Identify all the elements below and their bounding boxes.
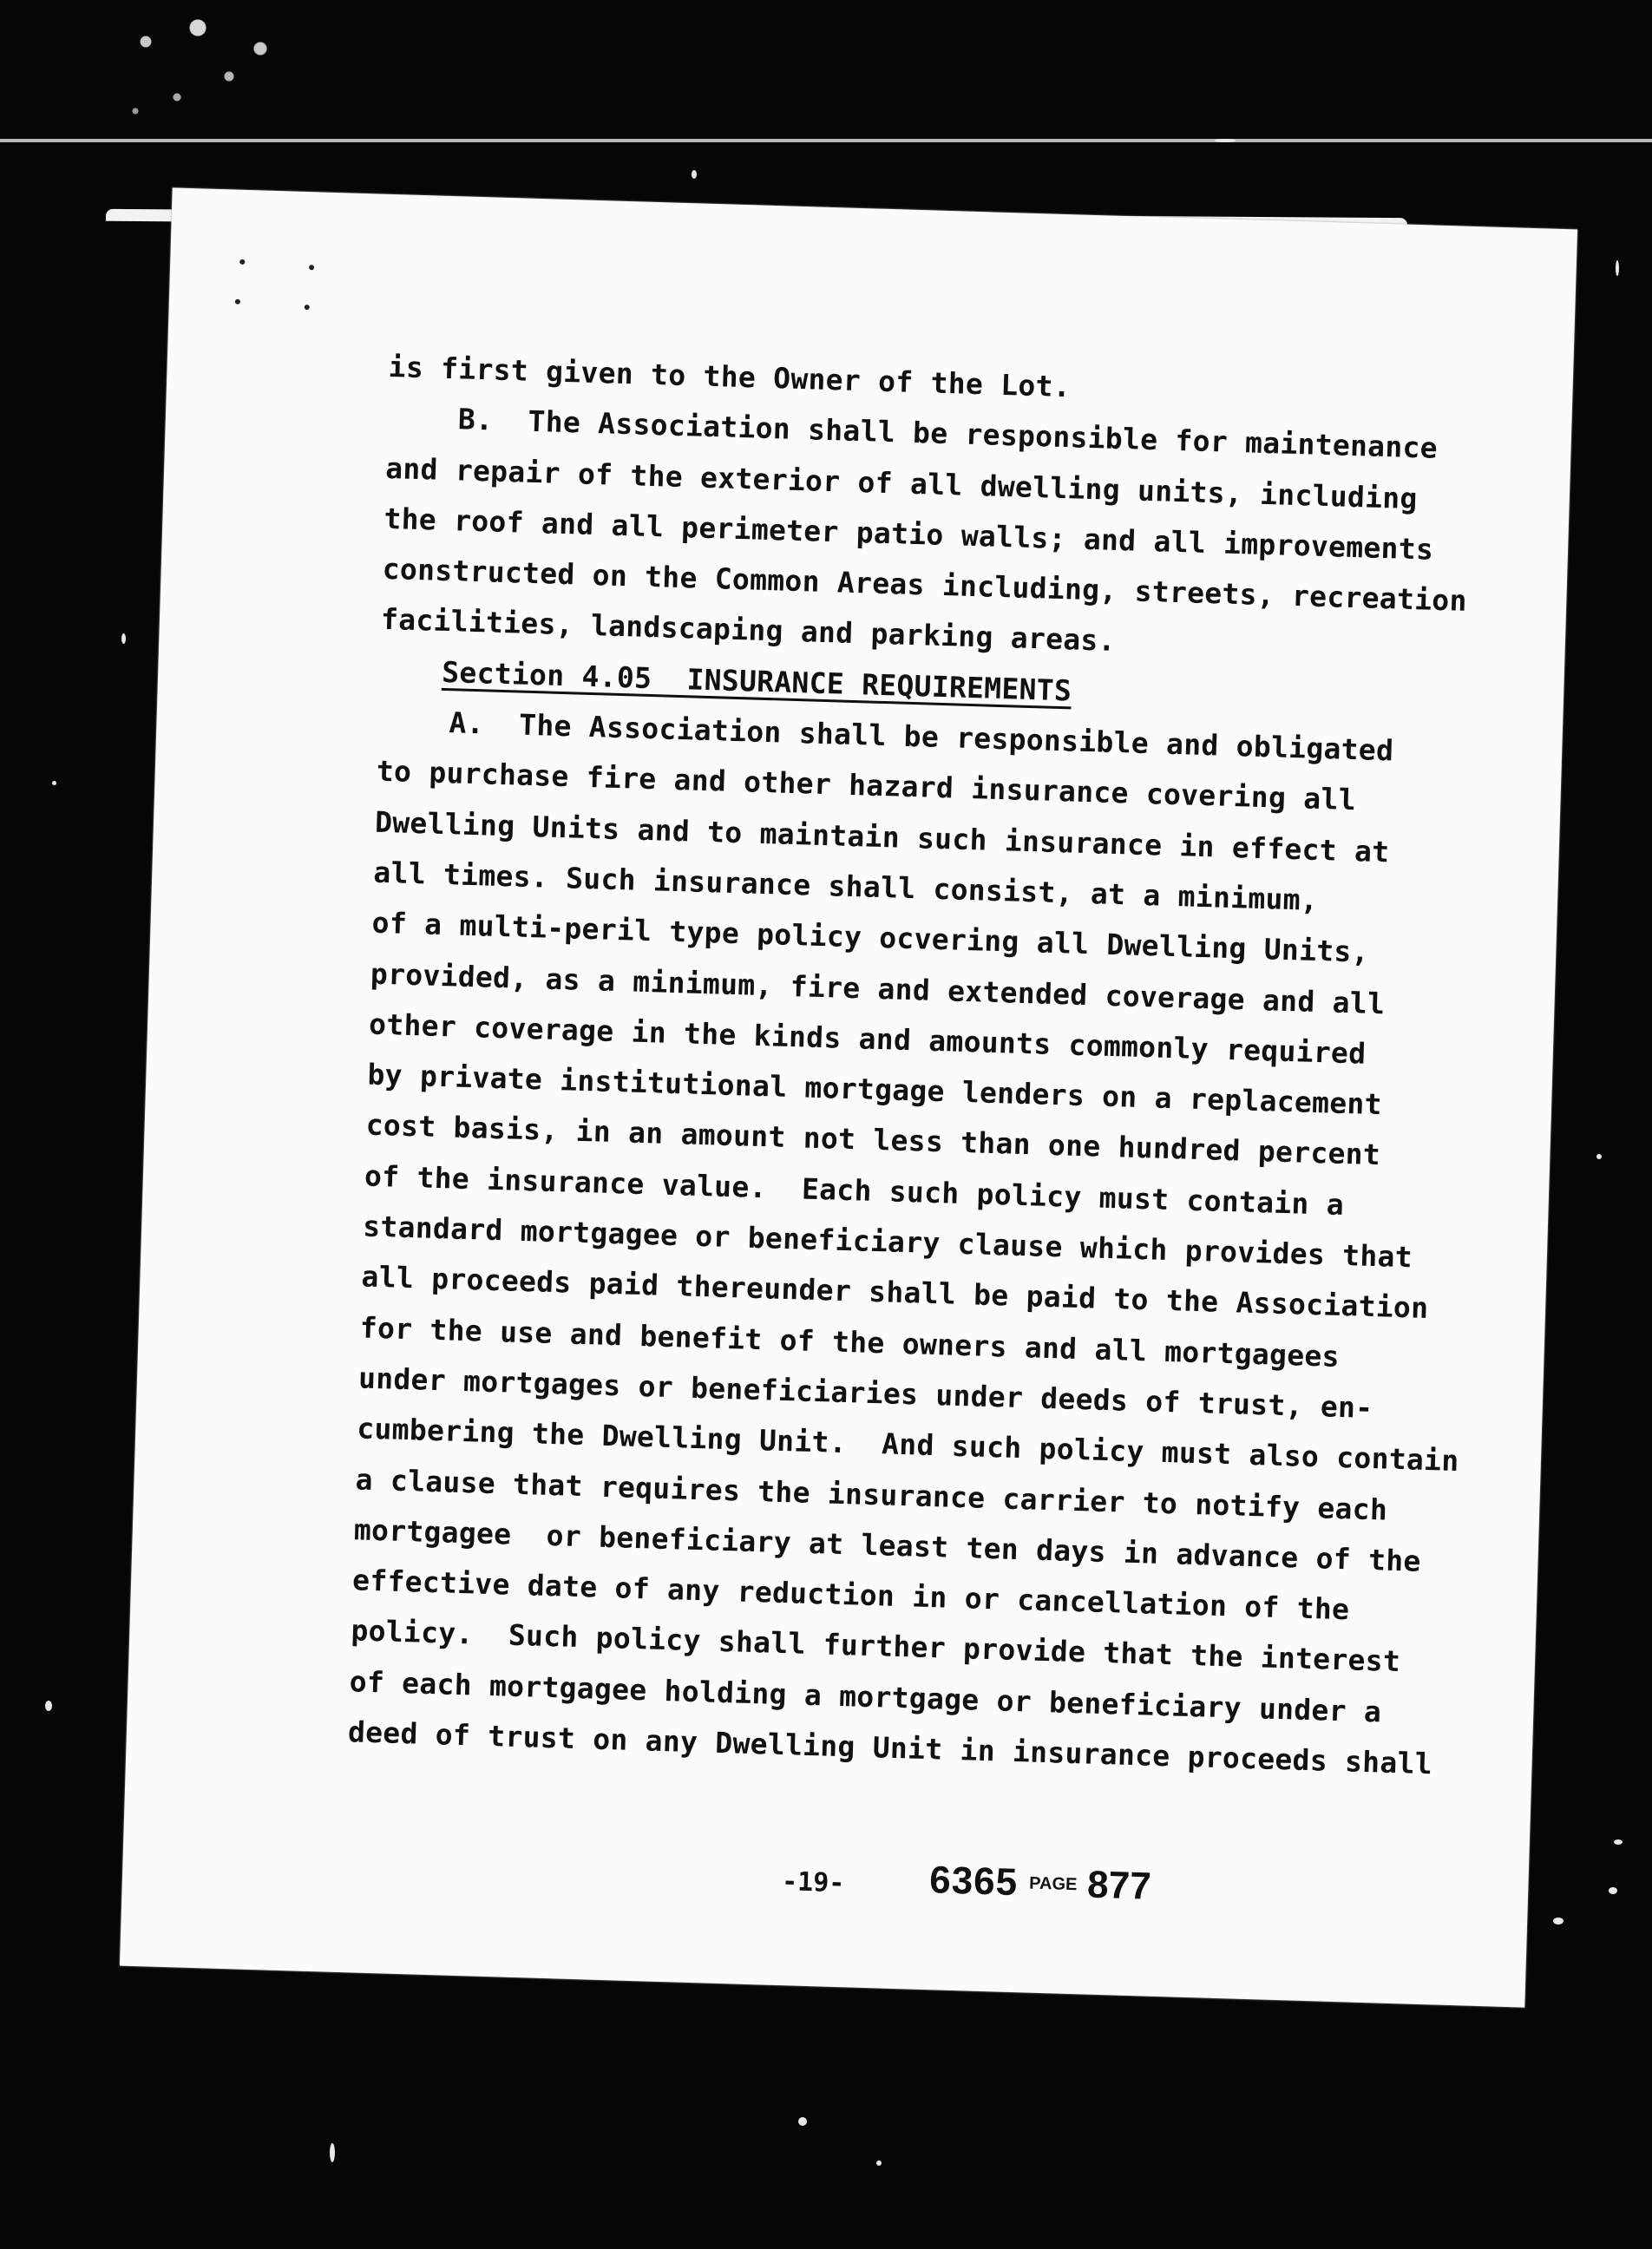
- scan-speck: [121, 633, 126, 644]
- body-line: of each mortgagee holding a mortgage or beneficiary under a: [349, 1663, 1382, 1729]
- body-line: constructed on the Common Areas including, streets, recreation: [382, 551, 1468, 619]
- page-value-stamp: 877: [1086, 1863, 1152, 1908]
- body-line: facilities, landscaping and parking areas.: [380, 602, 1117, 659]
- scan-speck: [692, 170, 697, 179]
- scan-speck: [45, 1701, 52, 1711]
- document-page: [120, 187, 1577, 2007]
- body-line: under mortgages or beneficiaries under deeds of trust, en-: [357, 1361, 1373, 1426]
- body-line: cost basis, in an amount not less than one hundred percent: [365, 1107, 1381, 1172]
- page-number: -19-: [781, 1866, 845, 1899]
- body-line: and repair of the exterior of all dwelling units, including: [384, 450, 1419, 515]
- scan-speck: [52, 781, 56, 785]
- body-line: by private institutional mortgage lenders on a replacement: [366, 1057, 1383, 1122]
- page-dot: [235, 299, 240, 305]
- body-line: effective date of any reduction in or cancellation of the: [351, 1563, 1350, 1627]
- scan-speck: [1614, 1839, 1622, 1845]
- body-line: is first given to the Owner of the Lot.: [388, 349, 1072, 404]
- body-line: all proceeds paid thereunder shall be paid to the Association: [361, 1259, 1429, 1326]
- scan-speck: [1616, 260, 1619, 276]
- body-line: cumbering the Dwelling Unit. And such policy must also contain: [356, 1411, 1460, 1479]
- body-line: a clause that requires the insurance carrier to notify each: [355, 1461, 1388, 1527]
- page-dot: [239, 259, 245, 265]
- body-line: all times. Such insurance shall consist, at a minimum,: [372, 855, 1319, 917]
- page-dot: [309, 265, 314, 270]
- scan-edge-line: [0, 139, 1652, 142]
- scan-speck: [1553, 1918, 1564, 1924]
- body-line: to purchase fire and other hazard insurance covering all: [376, 754, 1357, 817]
- body-line: of a multi-peril type policy ocvering all Dwelling Units,: [371, 905, 1370, 969]
- body-line: B. The Association shall be responsible for maintenance: [457, 402, 1439, 466]
- body-line: A. The Association shall be responsible and obligated: [449, 705, 1394, 768]
- body-line: standard mortgagee or beneficiary clause which provides that: [362, 1209, 1413, 1275]
- body-text: [347, 342, 1468, 1788]
- scan-speck: [876, 2160, 882, 2166]
- page-dot: [305, 305, 310, 310]
- body-line: Dwelling Units and to maintain such insurance in effect at: [374, 804, 1390, 869]
- body-line: policy. Such policy shall further provide that the interest: [350, 1613, 1401, 1679]
- page-label-stamp: PAGE: [1028, 1873, 1078, 1895]
- body-line: of the insurance value. Each such policy must contain a: [364, 1158, 1345, 1222]
- body-line: provided, as a minimum, fire and extended coverage and all: [370, 956, 1386, 1020]
- body-line: deed of trust on any Dwelling Unit in insurance proceeds shall: [347, 1715, 1433, 1781]
- scan-speck: [330, 2143, 335, 2162]
- scan-speck: [798, 2117, 807, 2126]
- book-number-stamp: 6365: [928, 1859, 1019, 1905]
- body-line: for the use and benefit of the owners and all mortgagees: [359, 1310, 1341, 1374]
- scan-speck: [1609, 1887, 1617, 1894]
- section-heading-text: Section 4.05 INSURANCE REQUIREMENTS: [441, 654, 1072, 708]
- scan-speck: [1215, 139, 1236, 142]
- body-line: the roof and all perimeter patio walls; and all improvements: [383, 501, 1434, 567]
- scan-noise: [104, 0, 312, 139]
- body-line: mortgagee or beneficiary at least ten days in advance of the: [353, 1512, 1422, 1578]
- scan-speck: [1596, 1154, 1602, 1159]
- page-footer: [121, 1840, 1528, 1934]
- body-line: other coverage in the kinds and amounts commonly required: [368, 1006, 1367, 1071]
